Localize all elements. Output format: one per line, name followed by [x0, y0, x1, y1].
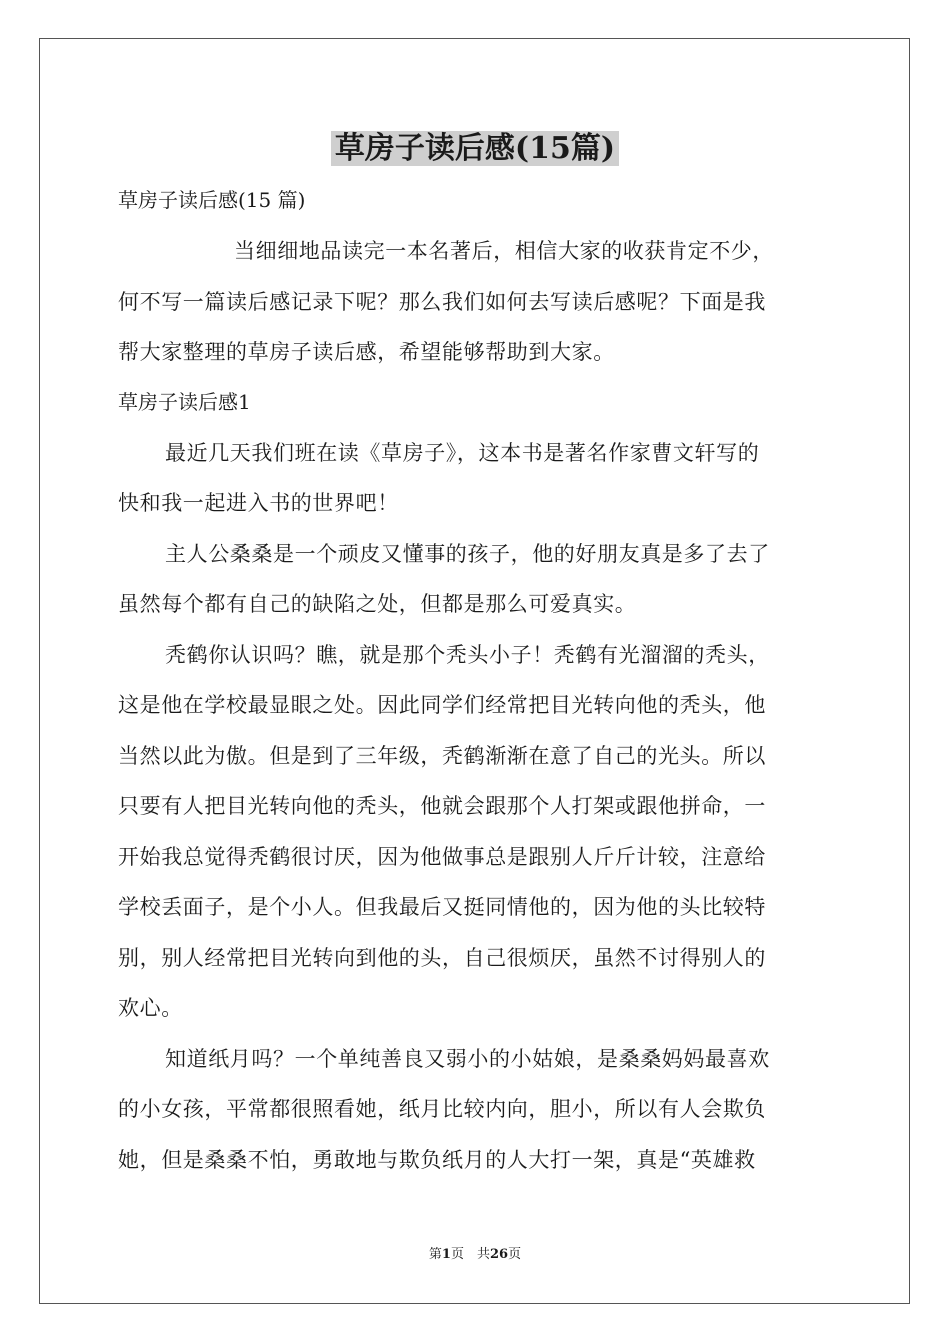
- section-heading: 草房子读后感1: [118, 389, 251, 414]
- text-line: 帮大家整理的草房子读后感，希望能够帮助到大家。: [118, 340, 615, 364]
- text-line: 快和我一起进入书的世界吧！: [118, 491, 399, 515]
- text-line: 别，别人经常把目光转向到他的头，自己很烦厌，虽然不讨得别人的: [118, 945, 766, 970]
- footer-mid: 页 共: [450, 1247, 490, 1262]
- document-body: [118, 178, 834, 1185]
- footer-prefix: 第: [428, 1247, 442, 1262]
- text-line: 学校丢面子，是个小人。但我最后又挺同情他的，因为他的头比较特: [118, 895, 766, 919]
- footer-suffix: 页: [508, 1247, 522, 1262]
- document-title-text: 草房子读后感(15篇): [331, 131, 619, 166]
- document-title: [0, 127, 950, 171]
- text-line: 最近几天我们班在读《草房子》，这本书是著名作家曹文轩写的: [165, 440, 760, 465]
- text-line: 欢心。: [118, 996, 183, 1020]
- page-number-current: 1: [441, 1247, 451, 1262]
- page-footer: [0, 1245, 950, 1265]
- body-paragraph: [118, 529, 834, 630]
- text-line: 当然以此为傲。但是到了三年级，秃鹤渐渐在意了自己的光头。所以: [118, 743, 766, 768]
- text-line: 这是他在学校最显眼之处。因此同学们经常把目光转向他的秃头，他: [118, 693, 766, 717]
- document-subtitle: 草房子读后感(15 篇): [118, 188, 306, 212]
- text-line: 知道纸月吗？一个单纯善良又弱小的小姑娘，是桑桑妈妈最喜欢: [165, 1046, 770, 1071]
- text-line: 开始我总觉得秃鹤很讨厌，因为他做事总是跟别人斤斤计较，注意给: [118, 844, 766, 869]
- text-line: 的小女孩，平常都很照看她，纸月比较内向，胆小，所以有人会欺负: [118, 1097, 766, 1121]
- text-line: 当细细地品读完一本名著后，相信大家的收获肯定不少，: [234, 239, 774, 263]
- text-line: 何不写一篇读后感记录下呢？那么我们如何去写读后感呢？下面是我: [118, 289, 766, 314]
- text-line: 主人公桑桑是一个顽皮又懂事的孩子，他的好朋友真是多了去了: [165, 541, 770, 566]
- text-line: 秃鹤你认识吗？瞧，就是那个秃头小子！秃鹤有光溜溜的秃头，: [165, 642, 770, 667]
- body-paragraph: [118, 630, 834, 1034]
- text-line: 她，但是桑桑不怕，勇敢地与欺负纸月的人大打一架，真是“英雄救: [118, 1147, 756, 1172]
- page-number-total: 26: [489, 1247, 509, 1262]
- intro-paragraph: [118, 226, 834, 378]
- body-paragraph: [118, 428, 834, 529]
- body-paragraph: [118, 1034, 834, 1186]
- text-line: 只要有人把目光转向他的秃头，他就会跟那个人打架或跟他拼命，一: [118, 794, 766, 818]
- text-line: 虽然每个都有自己的缺陷之处，但都是那么可爱真实。: [118, 592, 637, 616]
